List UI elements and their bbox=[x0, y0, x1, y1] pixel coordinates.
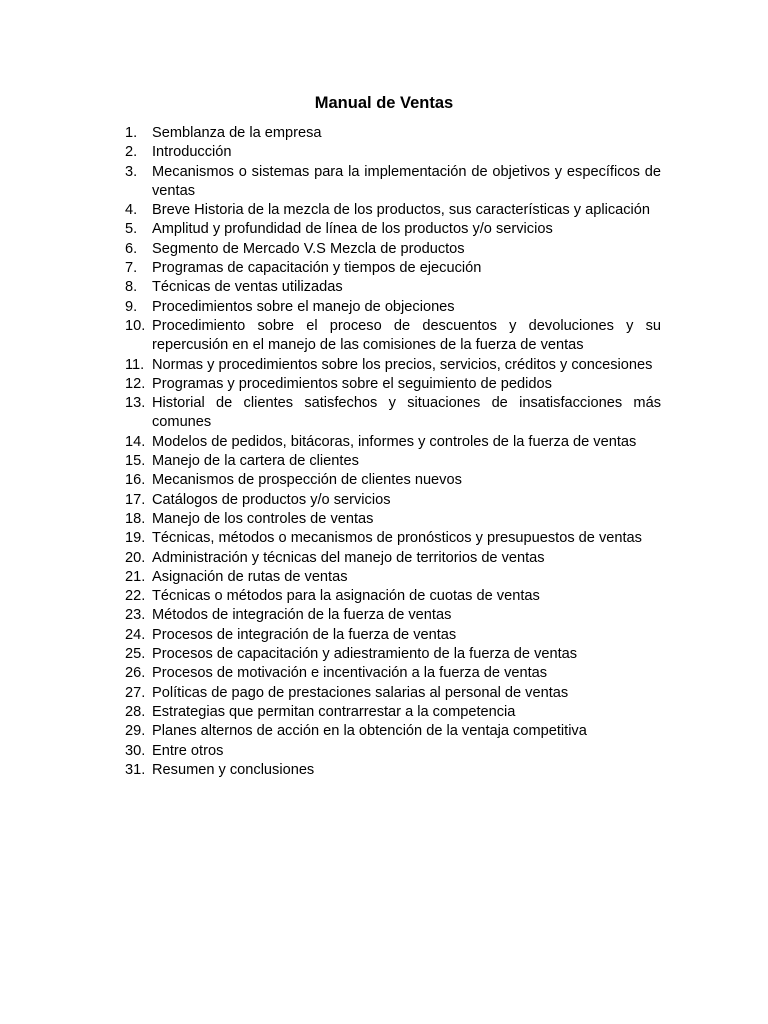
list-item bbox=[125, 356, 661, 375]
item-number: 5. bbox=[125, 221, 138, 238]
list-item bbox=[125, 529, 661, 548]
list-item bbox=[125, 664, 661, 683]
list-item bbox=[125, 163, 661, 202]
item-number: 23. bbox=[125, 607, 146, 624]
item-text: Introducción bbox=[152, 144, 232, 161]
item-number: 24. bbox=[125, 626, 146, 643]
list-item bbox=[125, 587, 661, 606]
item-text: Manejo de los controles de ventas bbox=[152, 510, 374, 527]
list-item bbox=[125, 240, 661, 259]
item-text: Entre otros bbox=[152, 742, 224, 759]
item-number: 10. bbox=[125, 317, 146, 334]
item-text: Procesos de capacitación y adiestramiento de la fuerza de ventas bbox=[152, 646, 578, 663]
item-number: 28. bbox=[125, 703, 146, 720]
item-text: Segmento de Mercado V.S Mezcla de productos bbox=[152, 240, 465, 257]
list-item bbox=[125, 317, 661, 356]
item-number: 27. bbox=[125, 684, 146, 701]
item-number: 6. bbox=[125, 240, 138, 257]
item-text: Asignación de rutas de ventas bbox=[152, 568, 348, 585]
list-item bbox=[125, 394, 661, 433]
list-item bbox=[125, 375, 661, 394]
list-item bbox=[125, 452, 661, 471]
item-text: Modelos de pedidos, bitácoras, informes y controles de la fuerza de ventas bbox=[152, 433, 637, 450]
item-number: 2. bbox=[125, 144, 138, 161]
item-text: Políticas de pago de prestaciones salarias al personal de ventas bbox=[152, 684, 569, 701]
item-text: Procesos de integración de la fuerza de ventas bbox=[152, 626, 457, 643]
item-text: Catálogos de productos y/o servicios bbox=[152, 491, 391, 508]
item-number: 13. bbox=[125, 395, 146, 412]
list-item bbox=[125, 433, 661, 452]
item-number: 12. bbox=[125, 375, 146, 392]
item-number: 16. bbox=[125, 472, 146, 489]
item-number: 26. bbox=[125, 665, 146, 682]
item-number: 11. bbox=[125, 356, 145, 373]
item-text: Procesos de motivación e incentivación a la fuerza de ventas bbox=[152, 665, 548, 682]
list-item bbox=[125, 606, 661, 625]
item-text: Planes alternos de acción en la obtención de la ventaja competitiva bbox=[152, 723, 587, 740]
item-text: Historial de clientes satisfechos y situaciones de insatisfacciones más comunes bbox=[152, 395, 661, 431]
list-item bbox=[125, 684, 661, 703]
item-text: Administración y técnicas del manejo de territorios de ventas bbox=[152, 549, 545, 566]
item-number: 17. bbox=[125, 491, 146, 508]
item-number: 1. bbox=[125, 125, 138, 141]
item-text: Resumen y conclusiones bbox=[152, 761, 315, 778]
item-number: 7. bbox=[125, 260, 138, 277]
list-item bbox=[125, 220, 661, 239]
list-item bbox=[125, 124, 661, 143]
item-number: 14. bbox=[125, 433, 146, 450]
document-title: Manual de Ventas bbox=[314, 94, 454, 112]
item-number: 3. bbox=[125, 163, 138, 180]
list-item bbox=[125, 626, 661, 645]
item-text: Técnicas, métodos o mecanismos de pronósticos y presupuestos de ventas bbox=[152, 530, 642, 547]
item-number: 9. bbox=[125, 298, 138, 315]
list-item bbox=[125, 143, 661, 162]
list-item bbox=[125, 742, 661, 761]
item-text: Procedimiento sobre el proceso de descuentos y devoluciones y su repercusión en el manejo de las comisiones de la fuerza de ventas bbox=[152, 317, 661, 354]
item-number: 20. bbox=[125, 549, 146, 566]
item-text: Mecanismos o sistemas para la implementación de objetivos y específicos de ventas bbox=[152, 163, 661, 199]
item-number: 8. bbox=[125, 279, 138, 296]
list-item bbox=[125, 568, 661, 587]
item-text: Métodos de integración de la fuerza de ventas bbox=[152, 607, 452, 624]
item-number: 18. bbox=[125, 510, 146, 527]
item-text: Programas de capacitación y tiempos de ejecución bbox=[152, 260, 482, 277]
item-number: 15. bbox=[125, 453, 146, 470]
item-number: 19. bbox=[125, 530, 146, 547]
item-text: Semblanza de la empresa bbox=[152, 125, 322, 141]
item-number: 25. bbox=[125, 646, 146, 663]
item-number: 30. bbox=[125, 742, 146, 759]
item-number: 29. bbox=[125, 723, 146, 740]
list-item bbox=[125, 645, 661, 664]
item-text: Normas y procedimientos sobre los precios, servicios, créditos y concesiones bbox=[152, 356, 653, 373]
item-number: 22. bbox=[125, 588, 146, 605]
item-text: Técnicas o métodos para la asignación de cuotas de ventas bbox=[152, 588, 540, 605]
item-text: Programas y procedimientos sobre el seguimiento de pedidos bbox=[152, 375, 552, 392]
item-text: Manejo de la cartera de clientes bbox=[152, 453, 359, 470]
item-text: Amplitud y profundidad de línea de los productos y/o servicios bbox=[152, 221, 553, 238]
item-number: 31. bbox=[125, 761, 146, 778]
item-text: Estrategias que permitan contrarrestar a la competencia bbox=[152, 703, 516, 720]
item-number: 21. bbox=[125, 568, 146, 585]
item-text: Mecanismos de prospección de clientes nuevos bbox=[152, 472, 462, 489]
contents-list bbox=[125, 124, 661, 780]
item-number: 4. bbox=[125, 202, 138, 219]
list-item bbox=[125, 703, 661, 722]
list-item bbox=[125, 761, 661, 780]
list-item bbox=[125, 471, 661, 490]
list-item bbox=[125, 510, 661, 529]
list-item bbox=[125, 491, 661, 510]
list-item bbox=[125, 549, 661, 568]
list-item bbox=[125, 278, 661, 297]
list-item bbox=[125, 722, 661, 741]
list-item bbox=[125, 298, 661, 317]
list-item bbox=[125, 259, 661, 278]
item-text: Técnicas de ventas utilizadas bbox=[152, 279, 343, 296]
list-item bbox=[125, 201, 661, 220]
item-text: Breve Historia de la mezcla de los productos, sus características y aplicación bbox=[152, 202, 651, 219]
item-text: Procedimientos sobre el manejo de objeciones bbox=[152, 298, 455, 315]
